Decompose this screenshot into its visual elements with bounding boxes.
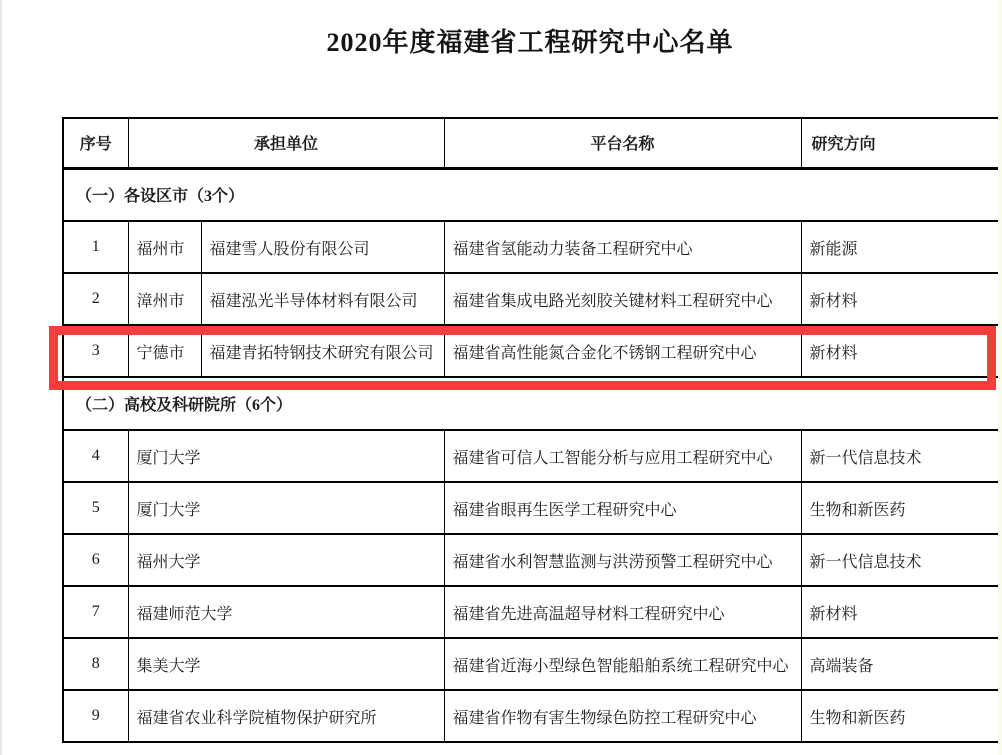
cell-platform: 福建省眼再生医学工程研究中心 [444,482,801,534]
cell-unit: 厦门大学 [128,430,444,482]
cell-direction: 生物和新医药 [801,690,999,742]
table-row [63,690,999,742]
section-header-cities [63,168,999,221]
header-direction: 研究方向 [801,118,999,168]
cell-direction: 新材料 [801,586,999,638]
cell-city: 福州市 [128,221,201,273]
cell-direction: 新材料 [801,325,999,377]
cell-direction: 新能源 [801,221,999,273]
cell-unit: 福建师范大学 [128,586,444,638]
cell-unit: 福建雪人股份有限公司 [201,221,444,273]
page-left-edge [0,0,2,755]
cell-platform: 福建省高性能氮合金化不锈钢工程研究中心 [444,325,801,377]
cell-unit: 集美大学 [128,638,444,690]
table-row [63,638,999,690]
section-label: （一）各设区市（3个） [63,168,999,221]
cell-index: 5 [63,482,128,534]
table-row [63,273,999,325]
table-row [63,430,999,482]
cell-direction: 新材料 [801,273,999,325]
research-centers-table [62,117,999,743]
table-row [63,586,999,638]
table-row-highlighted [63,325,999,377]
cell-index: 1 [63,221,128,273]
cell-index: 8 [63,638,128,690]
cell-unit: 福州大学 [128,534,444,586]
page-title: 2020年度福建省工程研究中心名单 [326,28,734,57]
table-row [63,534,999,586]
cell-platform: 福建省氢能动力装备工程研究中心 [444,221,801,273]
cell-platform: 福建省近海小型绿色智能船舶系统工程研究中心 [444,638,801,690]
cell-unit: 厦门大学 [128,482,444,534]
cell-index: 2 [63,273,128,325]
cell-direction: 新一代信息技术 [801,534,999,586]
page-right-edge [998,0,1002,755]
cell-platform: 福建省先进高温超导材料工程研究中心 [444,586,801,638]
cell-direction: 生物和新医药 [801,482,999,534]
cell-direction: 新一代信息技术 [801,430,999,482]
cell-platform: 福建省可信人工智能分析与应用工程研究中心 [444,430,801,482]
cell-unit: 福建青拓特钢技术研究有限公司 [201,325,444,377]
header-platform: 平台名称 [444,118,801,168]
header-index: 序号 [63,118,128,168]
cell-platform: 福建省作物有害生物绿色防控工程研究中心 [444,690,801,742]
cell-platform: 福建省水利智慧监测与洪涝预警工程研究中心 [444,534,801,586]
cell-city: 宁德市 [128,325,201,377]
cell-unit: 福建泓光半导体材料有限公司 [201,273,444,325]
cell-unit: 福建省农业科学院植物保护研究所 [128,690,444,742]
cell-index: 7 [63,586,128,638]
section-label: （二）高校及科研院所（6个） [63,377,999,430]
cell-index: 3 [63,325,128,377]
table-row [63,221,999,273]
cell-platform: 福建省集成电路光刻胶关键材料工程研究中心 [444,273,801,325]
cell-index: 9 [63,690,128,742]
header-unit: 承担单位 [128,118,444,168]
cell-direction: 高端装备 [801,638,999,690]
section-header-universities [63,377,999,430]
cell-index: 6 [63,534,128,586]
table-row [63,482,999,534]
cell-city: 漳州市 [128,273,201,325]
cell-index: 4 [63,430,128,482]
table-header-row [63,118,999,168]
